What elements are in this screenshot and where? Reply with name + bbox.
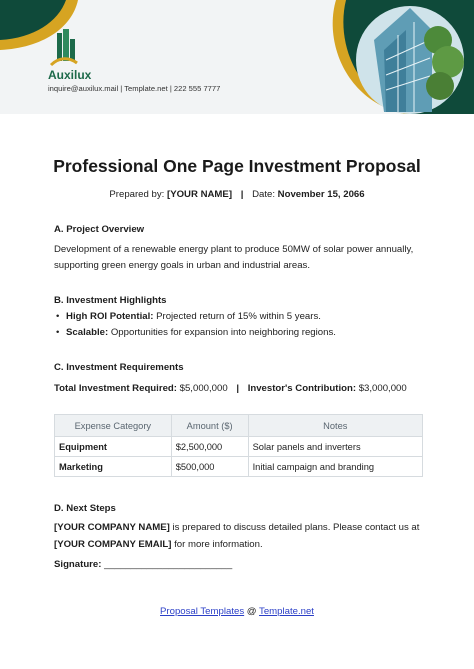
page-title: Professional One Page Investment Proposal xyxy=(53,156,421,176)
footer xyxy=(0,606,474,617)
signature-line xyxy=(54,556,420,573)
brand-name: Auxilux xyxy=(48,68,92,82)
next-steps-text-2: for more information. xyxy=(171,539,263,550)
investment-requirements xyxy=(54,360,420,397)
table-row xyxy=(55,457,423,477)
prepared-name: [YOUR NAME] xyxy=(167,189,233,200)
highlights-heading: B. Investment Highlights xyxy=(54,295,167,306)
highlight-label: Scalable: xyxy=(66,327,109,338)
column-header: Amount ($) xyxy=(171,415,248,437)
notes-cell: Initial campaign and branding xyxy=(248,457,422,477)
signature-label: Signature: xyxy=(54,559,102,570)
separator: | xyxy=(236,383,240,394)
date-value: November 15, 2066 xyxy=(277,189,365,200)
category-cell: Marketing xyxy=(55,457,172,477)
date-label: Date: xyxy=(252,189,275,200)
highlight-label: High ROI Potential: xyxy=(66,311,154,322)
total-value: $5,000,000 xyxy=(179,383,228,394)
amount-cell: $2,500,000 xyxy=(171,437,248,457)
company-email: [YOUR COMPANY EMAIL] xyxy=(54,539,172,550)
contribution-label: Investor's Contribution: xyxy=(247,383,357,394)
contribution-value: $3,000,000 xyxy=(358,383,407,394)
overview-heading: A. Project Overview xyxy=(54,224,145,235)
footer-at: @ xyxy=(244,606,260,617)
header-banner xyxy=(0,0,474,114)
requirements-heading: C. Investment Requirements xyxy=(54,362,184,373)
prepared-label: Prepared by: xyxy=(109,189,165,200)
expense-table xyxy=(54,414,423,477)
template-net-link[interactable]: Template.net xyxy=(259,606,314,617)
requirements-line xyxy=(54,381,420,397)
notes-cell: Solar panels and inverters xyxy=(248,437,422,457)
investment-highlights xyxy=(54,293,420,341)
highlight-item xyxy=(54,325,420,341)
next-steps-heading: D. Next Steps xyxy=(54,503,116,514)
highlight-item xyxy=(54,309,420,325)
overview-line-2: supporting green energy goals in urban and industrial areas. xyxy=(54,260,311,271)
table-row xyxy=(55,437,423,457)
project-overview xyxy=(54,222,420,274)
highlight-text: Projected return of 15% within 5 years. xyxy=(156,311,321,322)
company-name: [YOUR COMPANY NAME] xyxy=(54,522,170,533)
column-header: Expense Category xyxy=(55,415,172,437)
category-cell: Equipment xyxy=(55,437,172,457)
amount-cell: $500,000 xyxy=(171,457,248,477)
building-logo-icon xyxy=(49,27,79,67)
highlight-text: Opportunities for expansion into neighboring regions. xyxy=(110,327,336,338)
next-steps xyxy=(54,500,420,573)
proposal-templates-link[interactable]: Proposal Templates xyxy=(160,606,245,617)
total-label: Total Investment Required: xyxy=(54,383,177,394)
next-steps-line-1 xyxy=(54,519,420,536)
prepared-line xyxy=(0,189,474,200)
contact-info: inquire@auxilux.mail | Template.net | 222 555 7777 xyxy=(48,84,221,93)
separator: | xyxy=(240,189,244,200)
column-header: Notes xyxy=(248,415,422,437)
next-steps-text-1: is prepared to discuss detailed plans. Please contact us at xyxy=(169,522,420,533)
next-steps-line-2 xyxy=(54,536,420,553)
table-header-row xyxy=(55,415,423,437)
overview-line-1: Development of a renewable energy plant to produce 50MW of solar power annually, xyxy=(54,244,414,255)
signature-blank: ________________________ xyxy=(104,559,233,570)
building-photo xyxy=(314,0,474,114)
